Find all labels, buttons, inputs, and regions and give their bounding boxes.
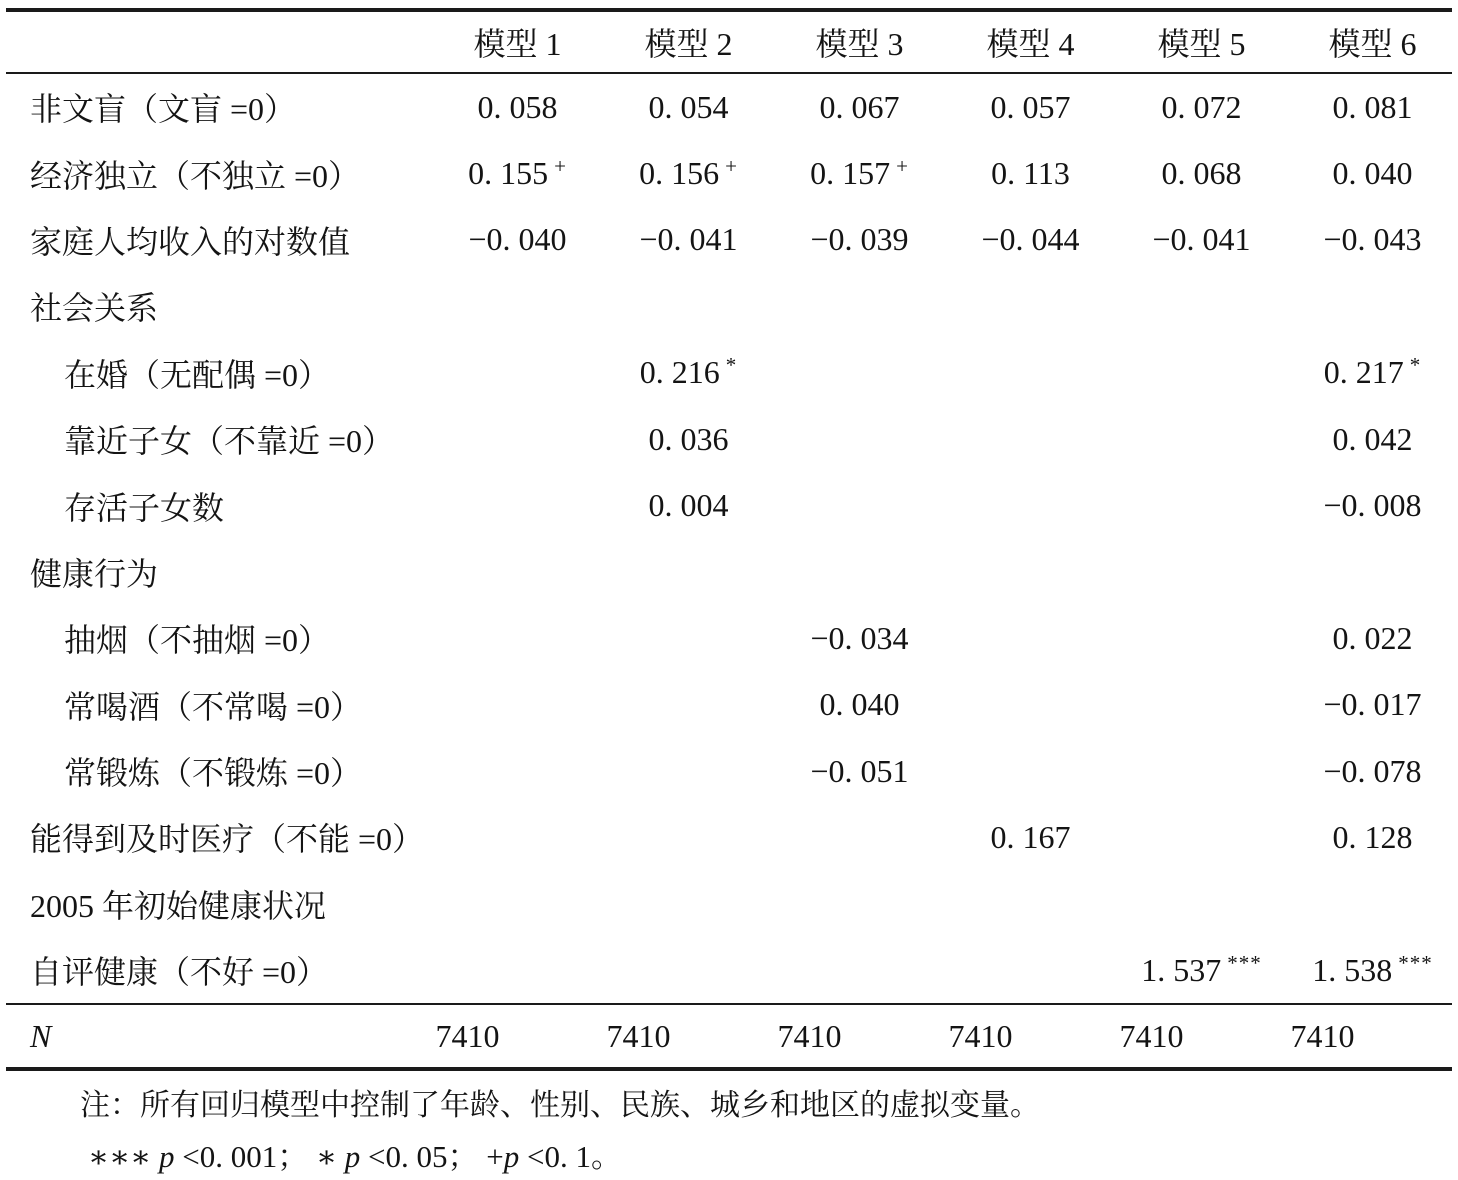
coefficient-value: −0. 078 [1323,752,1422,789]
coefficient-value: 0. 036 [648,420,729,457]
cell-model-1 [432,89,603,126]
cell-model-6 [1287,155,1458,192]
cell-model-6 [1287,354,1458,391]
sample-size-value: 7410 [606,1017,671,1054]
legend-text: + [486,1139,504,1175]
cell-model-2 [603,487,774,524]
cell-model-3 [774,221,945,258]
coefficient-value: 0. 157 [810,155,891,192]
row-label: 在婚（无配偶 =0） [64,356,331,393]
cell-model-4 [945,155,1116,192]
header-model-5: 模型 5 [1157,26,1246,62]
significance-marker: + [896,154,909,179]
table-row [0,472,1458,538]
header-model-2: 模型 2 [644,26,733,62]
cell-model-6 [1287,421,1458,458]
row-label: 2005 年初始健康状况 [30,887,327,924]
cell-model-6 [1287,89,1458,126]
coefficient-value: 0. 068 [1161,155,1242,192]
significance-marker: + [725,154,738,179]
cell-model-5 [1116,155,1287,192]
sample-size-value: 7410 [1119,1017,1184,1054]
p-symbol: p [344,1139,361,1175]
coefficient-value: 0. 042 [1332,420,1413,457]
legend-text: ∗ [315,1139,345,1175]
significance-marker: * [1409,353,1422,378]
cell-model-5 [1116,89,1287,126]
coefficient-value: 0. 058 [477,88,558,125]
table-bottom-rule [6,1067,1452,1071]
legend-text: ∗∗∗ [88,1139,159,1175]
coefficient-value: 0. 067 [819,88,900,125]
row-label: 常锻炼（不锻炼 =0） [64,755,363,792]
table-row [0,74,1458,140]
header-model-1: 模型 1 [473,26,562,62]
significance-marker: * [725,353,738,378]
n-cell-model-1 [432,1018,603,1055]
section-header-row [0,273,1458,339]
row-label: 自评健康（不好 =0） [30,954,329,991]
row-label: 常喝酒（不常喝 =0） [64,688,363,725]
cell-model-1 [432,155,603,192]
coefficient-value: 0. 217 [1323,354,1404,391]
coefficient-value: −0. 041 [639,221,738,258]
row-label: 经济独立（不独立 =0） [30,157,361,194]
cell-model-3 [774,686,945,723]
cell-model-2 [603,421,774,458]
row-label: 抽烟（不抽烟 =0） [64,622,331,659]
coefficient-value: 0. 054 [648,88,729,125]
controls-note: 注：所有回归模型中控制了年龄、性别、民族、城乡和地区的虚拟变量。 [80,1089,1040,1123]
coefficient-value: 0. 072 [1161,88,1242,125]
coefficient-value: −0. 043 [1323,221,1422,258]
cell-model-4 [945,819,1116,856]
legend-text: <0. 1。 [519,1139,622,1175]
table-row [0,937,1458,1003]
coefficient-value: −0. 041 [1152,221,1251,258]
coefficient-value: 0. 156 [639,155,720,192]
coefficient-value: −0. 039 [810,221,909,258]
cell-model-3 [774,155,945,192]
n-row-label: N [30,1017,52,1054]
row-label: 存活子女数 [64,489,225,526]
row-label: 靠近子女（不靠近 =0） [64,423,395,460]
n-cell-model-2 [603,1018,774,1055]
coefficient-value: 0. 216 [639,354,720,391]
n-cell-model-3 [774,1018,945,1055]
coefficient-value: 0. 128 [1332,818,1413,855]
cell-model-1 [432,221,603,258]
n-cell-model-4 [945,1018,1116,1055]
coefficient-value: −0. 008 [1323,487,1422,524]
coefficient-value: 0. 022 [1332,619,1413,656]
table-header-row [0,12,1458,72]
coefficient-value: 1. 538 [1312,951,1393,988]
table-row [0,672,1458,738]
table-row [0,340,1458,406]
table-row [0,605,1458,671]
significance-legend [88,1135,1458,1179]
coefficient-value: 1. 537 [1141,951,1222,988]
coefficient-value: 0. 057 [990,88,1071,125]
table-row [0,140,1458,206]
p-symbol: p [158,1139,175,1175]
coefficient-value: −0. 034 [810,619,909,656]
coefficient-value: 0. 081 [1332,88,1413,125]
coefficient-value: 0. 155 [468,155,549,192]
table-notes [0,1085,1458,1179]
cell-model-2 [603,354,774,391]
header-model-6: 模型 6 [1328,26,1417,62]
header-model-4: 模型 4 [986,26,1075,62]
table-row [0,804,1458,870]
cell-model-6 [1287,819,1458,856]
header-model-3: 模型 3 [815,26,904,62]
cell-model-2 [603,89,774,126]
coefficient-value: −0. 040 [468,221,567,258]
significance-marker: *** [1227,950,1262,975]
coefficient-value: −0. 051 [810,752,909,789]
cell-model-6 [1287,620,1458,657]
sample-size-value: 7410 [948,1017,1013,1054]
cell-model-6 [1287,487,1458,524]
cell-model-2 [603,155,774,192]
table-body [0,74,1458,1003]
cell-model-6 [1287,952,1458,989]
section-header-row [0,539,1458,605]
cell-model-3 [774,89,945,126]
row-label: 社会关系 [30,290,159,327]
cell-model-5 [1116,952,1287,989]
cell-model-3 [774,620,945,657]
significance-marker: + [554,154,567,179]
n-cell-model-6 [1287,1018,1458,1055]
significance-marker: *** [1398,950,1433,975]
coefficient-value: 0. 167 [990,818,1071,855]
cell-model-6 [1287,686,1458,723]
sample-size-row [0,1005,1458,1067]
cell-model-4 [945,221,1116,258]
table-row [0,738,1458,804]
cell-model-5 [1116,221,1287,258]
coefficient-value: 0. 040 [819,686,900,723]
legend-text: <0. 05； [360,1139,487,1175]
cell-model-6 [1287,753,1458,790]
table-row [0,207,1458,273]
row-label: 健康行为 [30,555,159,592]
cell-model-4 [945,89,1116,126]
n-cell-model-5 [1116,1018,1287,1055]
coefficient-value: 0. 113 [991,155,1070,192]
cell-model-6 [1287,221,1458,258]
legend-text: <0. 001； [174,1139,316,1175]
coefficient-value: 0. 040 [1332,155,1413,192]
cell-model-3 [774,753,945,790]
coefficient-value: −0. 017 [1323,686,1422,723]
sample-size-value: 7410 [435,1017,500,1054]
row-label: 非文盲（文盲 =0） [30,91,297,128]
row-label: 家庭人均收入的对数值 [30,223,351,260]
section-header-row [0,871,1458,937]
row-label: 能得到及时医疗（不能 =0） [30,821,425,858]
p-symbol: p [503,1139,520,1175]
coefficient-value: 0. 004 [648,487,729,524]
table-row [0,406,1458,472]
sample-size-value: 7410 [777,1017,842,1054]
coefficient-value: −0. 044 [981,221,1080,258]
sample-size-value: 7410 [1290,1017,1355,1054]
cell-model-2 [603,221,774,258]
